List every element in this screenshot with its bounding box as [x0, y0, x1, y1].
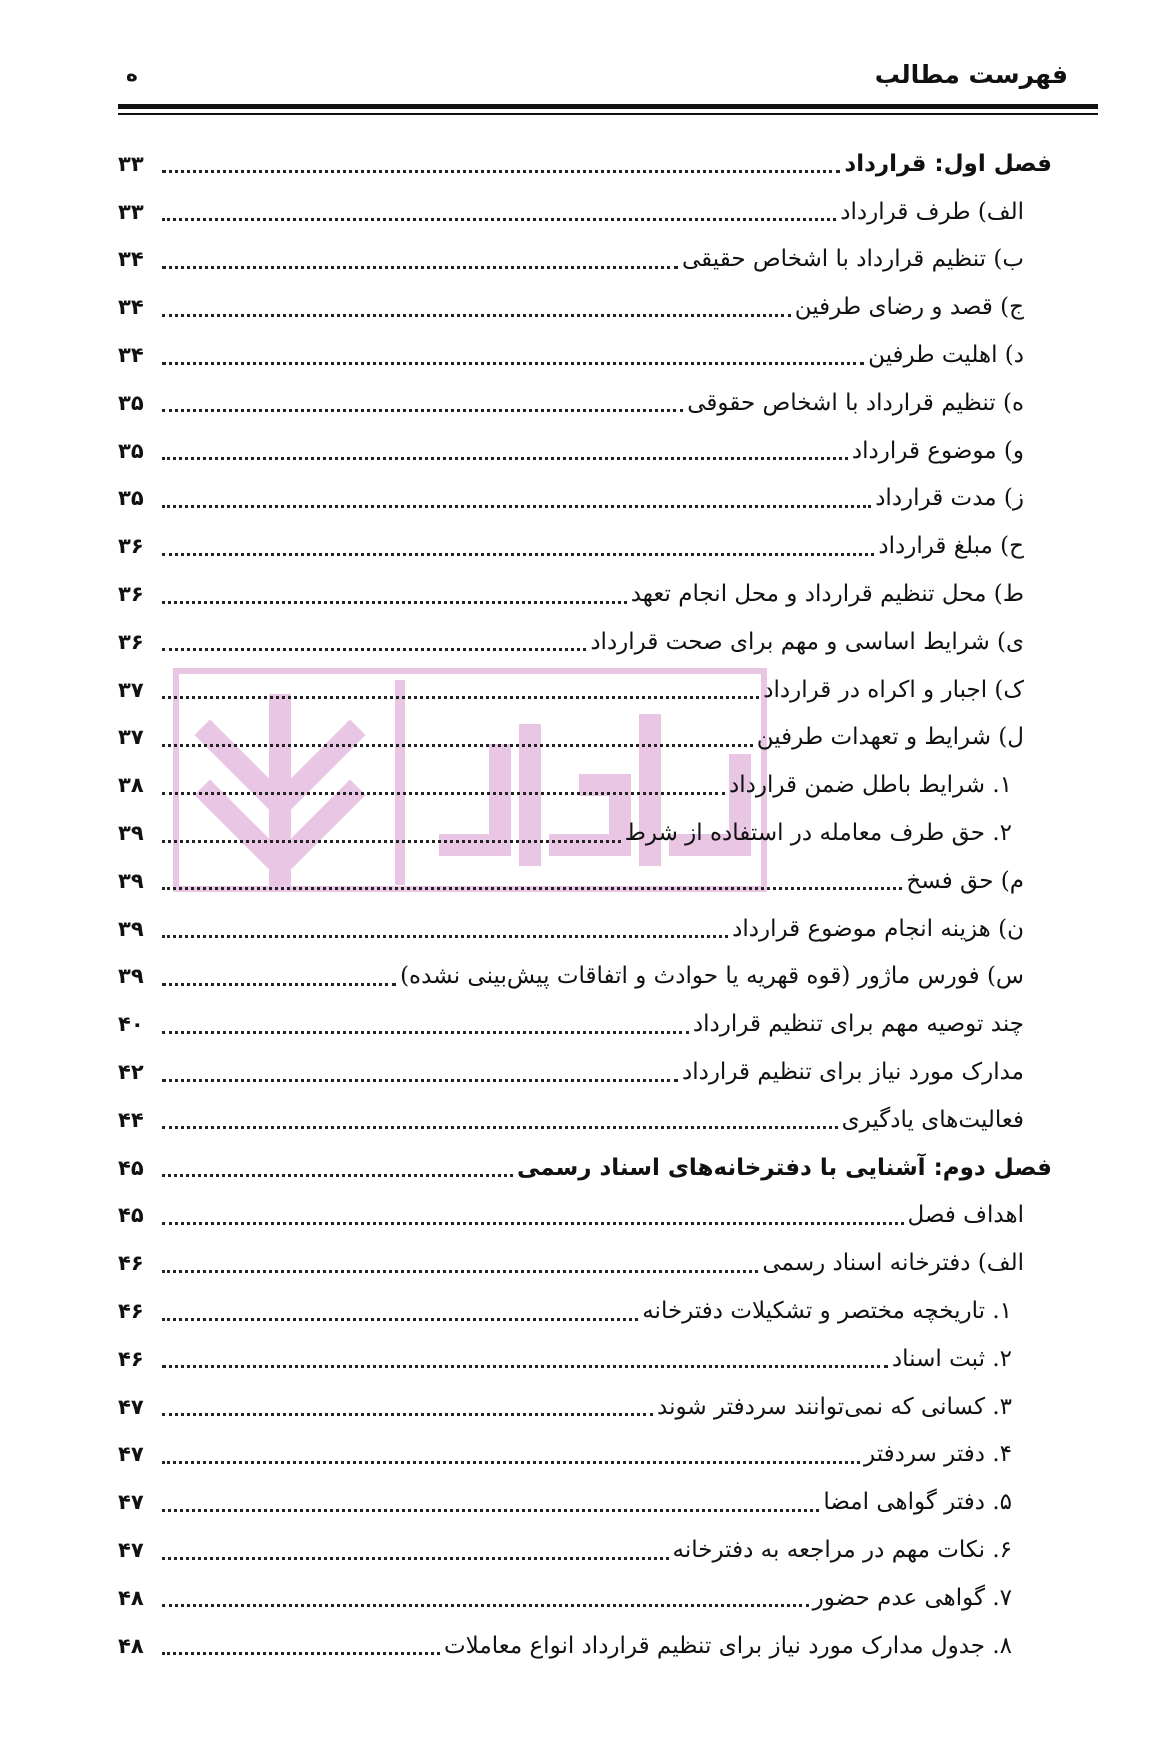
toc-leader-dots: [162, 1015, 689, 1034]
toc-leader-dots: [162, 1254, 758, 1273]
toc-chapter-row: [118, 1144, 1052, 1192]
toc-row: [118, 570, 1052, 618]
toc-page-number: ۴۵: [118, 1155, 144, 1180]
toc-row: [118, 1383, 1052, 1431]
toc-entry-title: ط) محل تنظیم قرارداد و محل انجام تعهد: [630, 581, 1024, 608]
toc-entry-title: ز) مدت قرارداد: [875, 485, 1024, 512]
toc-entry-title: فعالیت‌های یادگیری: [841, 1106, 1024, 1133]
toc-entry-title: ۱. تاریخچه مختصر و تشکیلات دفترخانه: [642, 1298, 1012, 1325]
toc-leader-dots: [162, 1493, 819, 1512]
toc-row: [118, 953, 1052, 1001]
toc-leader-dots: [162, 154, 840, 173]
toc-leader-dots: [162, 393, 683, 412]
toc-entry-title: ۵. دفتر گواهی امضا: [823, 1489, 1012, 1516]
toc-page-number: ۴۶: [118, 1346, 144, 1371]
toc-page-number: ۴۷: [118, 1538, 144, 1562]
toc-entry-title: ۳. کسانی که نمی‌توانند سردفتر شوند: [657, 1393, 1012, 1420]
toc-entry-title: الف) دفترخانه اسناد رسمی: [762, 1250, 1024, 1277]
toc-page-number: ۴۷: [118, 1490, 144, 1515]
toc-page-number: ۳۴: [118, 343, 144, 368]
toc-entry-title: م) حق فسخ: [906, 867, 1024, 894]
toc-row: [118, 761, 1052, 809]
toc-entry-title: ن) هزینه انجام موضوع قرارداد: [732, 915, 1024, 942]
toc-entry-title: ۶. نکات مهم در مراجعه به دفترخانه: [672, 1537, 1012, 1563]
toc-page-number: ۳۵: [118, 486, 144, 511]
toc-page-number: ۳۵: [118, 390, 144, 415]
toc-page-number: ۳۹: [118, 964, 144, 989]
toc-leader-dots: [162, 202, 836, 221]
toc-leader-dots: [162, 489, 871, 508]
toc-entry-title: الف) طرف قرارداد: [840, 198, 1024, 225]
toc-leader-dots: [162, 1541, 669, 1560]
toc-page-number: ۳۶: [118, 534, 144, 559]
toc-leader-dots: [162, 919, 728, 938]
toc-page-number: ۴۸: [118, 1585, 144, 1610]
toc-entry-title: ۲. ثبت اسناد: [891, 1345, 1012, 1372]
toc-page-number: ۳۶: [118, 582, 144, 607]
toc-page-number: ۴۲: [118, 1060, 144, 1085]
toc-row: [118, 857, 1052, 905]
toc-page-number: ۳۴: [118, 247, 144, 272]
header-rule-thin: [118, 113, 1098, 115]
toc-page-number: ۳۹: [118, 868, 144, 893]
toc-entry-title: ج) قصد و رضای طرفین: [794, 294, 1024, 321]
toc-page-number: ۴۸: [118, 1633, 144, 1658]
toc-page-number: ۳۷: [118, 725, 144, 750]
toc-entry-title: ه) تنظیم قرارداد با اشخاص حقوقی: [687, 389, 1024, 416]
toc-row: [118, 283, 1052, 331]
toc-leader-dots: [162, 537, 874, 556]
toc-row: [118, 427, 1052, 475]
toc-entry-title: ی) شرایط اساسی و مهم برای صحت قرارداد: [590, 628, 1024, 655]
toc-leader-dots: [162, 250, 678, 269]
toc-page-number: ۴۶: [118, 1299, 144, 1324]
toc-row: [118, 522, 1052, 570]
toc-row: [118, 1431, 1052, 1479]
toc-leader-dots: [162, 1588, 809, 1607]
toc-page-number: ۴۵: [118, 1203, 144, 1228]
toc-entry-title: ب) تنظیم قرارداد با اشخاص حقیقی: [681, 246, 1024, 273]
toc-page-number: ۴۷: [118, 1394, 144, 1419]
toc-page-number: ۳۳: [118, 151, 144, 176]
toc-entry-title: ۸. جدول مدارک مورد نیاز برای تنظیم قرارداد انواع معاملات: [444, 1632, 1012, 1659]
toc-leader-dots: [162, 1302, 638, 1321]
toc-row: [118, 714, 1052, 762]
toc-leader-dots: [162, 871, 902, 890]
toc-leader-dots: [162, 728, 753, 747]
toc-leader-dots: [162, 1397, 653, 1416]
toc-entry-title: فصل دوم: آشنایی با دفترخانه‌های اسناد رسمی: [516, 1154, 1052, 1181]
toc-leader-dots: [162, 1063, 678, 1082]
toc-row: [118, 1192, 1052, 1240]
toc-page-number: ۴۶: [118, 1251, 144, 1276]
header-title: فهرست مطالب: [874, 59, 1068, 89]
toc-page-number: ۴۰: [118, 1012, 144, 1037]
toc-entry-title: ک) اجبار و اکراه در قرارداد: [763, 676, 1024, 703]
toc-page-number: ۳۹: [118, 821, 144, 846]
header-page-number: ه: [126, 62, 138, 86]
page-header: [118, 52, 1098, 96]
toc-entry-title: ۴. دفتر سردفتر: [864, 1441, 1012, 1468]
toc-leader-dots: [162, 1110, 838, 1129]
table-of-contents: [118, 140, 1052, 1670]
toc-row: [118, 331, 1052, 379]
toc-row: [118, 475, 1052, 523]
toc-row: [118, 1574, 1052, 1622]
toc-page-number: ۳۳: [118, 199, 144, 224]
toc-page-number: ۴۷: [118, 1442, 144, 1467]
toc-leader-dots: [162, 824, 621, 843]
toc-leader-dots: [162, 1349, 888, 1368]
toc-row: [118, 905, 1052, 953]
toc-row: [118, 618, 1052, 666]
toc-row: [118, 188, 1052, 236]
toc-entry-title: س) فورس ماژور (قوه قهریه یا حوادث و اتفاقات پیش‌بینی نشده): [400, 963, 1024, 990]
toc-leader-dots: [162, 1206, 904, 1225]
toc-entry-title: ۱. شرایط باطل ضمن قرارداد: [728, 772, 1012, 799]
toc-leader-dots: [162, 632, 586, 651]
toc-row: [118, 1096, 1052, 1144]
header-rule-thick: [118, 104, 1098, 109]
toc-leader-dots: [162, 967, 396, 986]
toc-leader-dots: [162, 346, 864, 365]
toc-entry-title: ۲. حق طرف معامله در استفاده از شرط: [624, 820, 1012, 847]
toc-entry-title: ۷. گواهی عدم حضور: [812, 1584, 1012, 1611]
toc-leader-dots: [162, 1636, 440, 1655]
toc-leader-dots: [162, 1445, 860, 1464]
toc-row: [118, 1622, 1052, 1670]
toc-row: [118, 1335, 1052, 1383]
toc-leader-dots: [162, 776, 725, 795]
toc-entry-title: اهداف فصل: [907, 1202, 1024, 1229]
toc-entry-title: د) اهلیت طرفین: [868, 342, 1024, 369]
toc-row: [118, 379, 1052, 427]
toc-page-number: ۳۴: [118, 295, 144, 320]
toc-entry-title: چند توصیه مهم برای تنظیم قرارداد: [692, 1011, 1024, 1038]
toc-row: [118, 1048, 1052, 1096]
toc-page-number: ۳۶: [118, 629, 144, 654]
toc-entry-title: فصل اول: قرارداد: [844, 150, 1052, 177]
toc-page-number: ۴۴: [118, 1107, 144, 1132]
toc-entry-title: و) موضوع قرارداد: [851, 437, 1024, 464]
toc-row: [118, 1000, 1052, 1048]
toc-row: [118, 1287, 1052, 1335]
toc-row: [118, 1478, 1052, 1526]
toc-row: [118, 236, 1052, 284]
toc-entry-title: مدارک مورد نیاز برای تنظیم قرارداد: [681, 1059, 1024, 1086]
toc-page-number: ۳۸: [118, 773, 144, 798]
toc-row: [118, 666, 1052, 714]
toc-leader-dots: [162, 298, 791, 317]
toc-page-number: ۳۹: [118, 916, 144, 941]
toc-chapter-row: [118, 140, 1052, 188]
toc-entry-title: ح) مبلغ قرارداد: [878, 533, 1024, 560]
toc-leader-dots: [162, 441, 848, 460]
toc-leader-dots: [162, 1158, 513, 1177]
toc-row: [118, 809, 1052, 857]
toc-leader-dots: [162, 680, 759, 699]
toc-row: [118, 1526, 1052, 1574]
toc-entry-title: ل) شرایط و تعهدات طرفین: [756, 724, 1024, 751]
toc-page-number: ۳۵: [118, 438, 144, 463]
toc-page-number: ۳۷: [118, 677, 144, 702]
toc-leader-dots: [162, 585, 627, 604]
toc-row: [118, 1239, 1052, 1287]
